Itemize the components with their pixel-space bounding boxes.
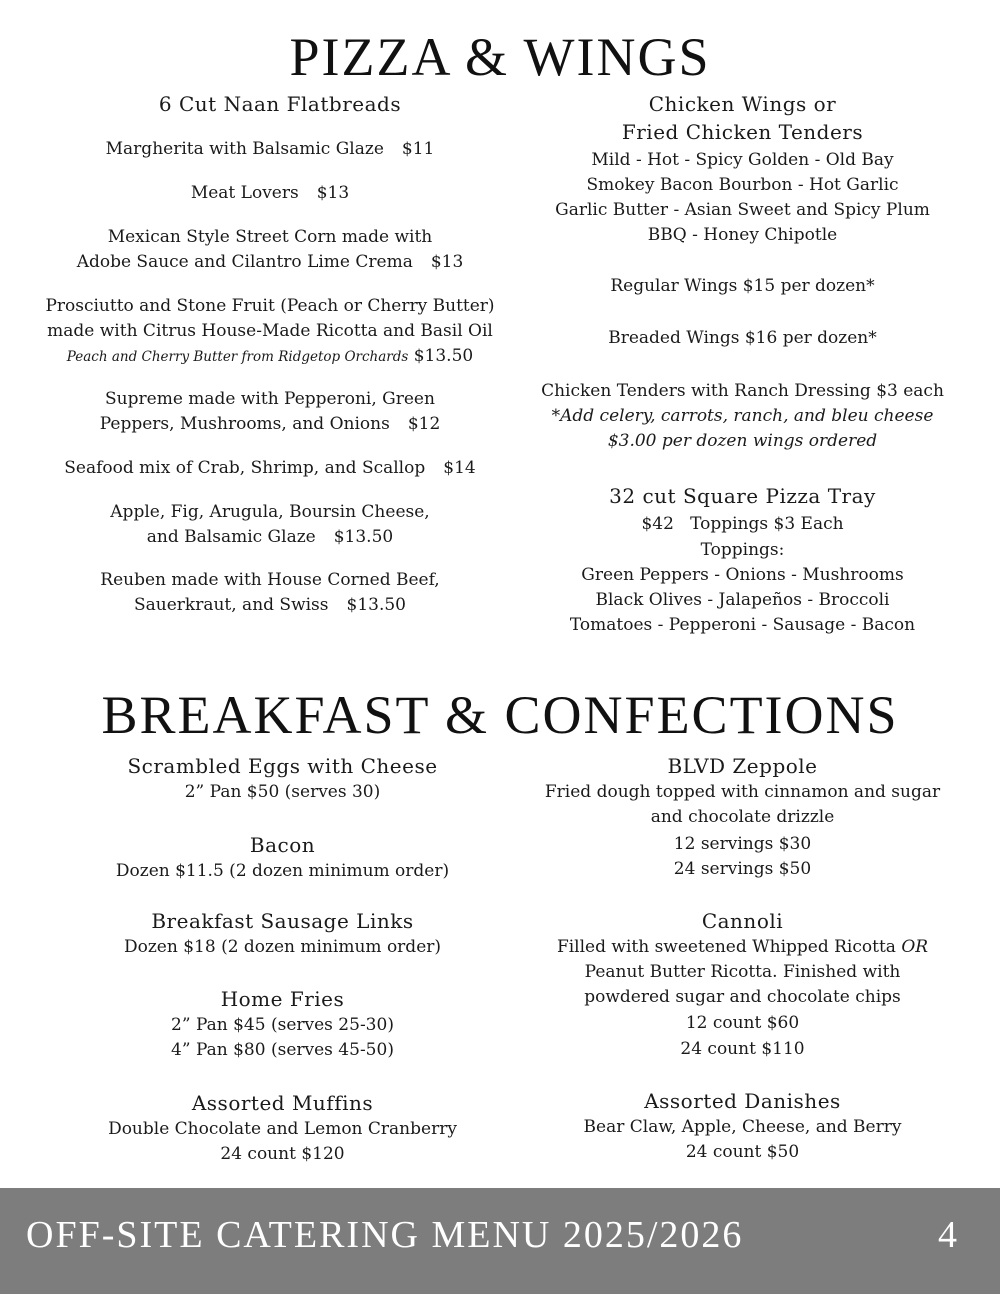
menu-item-reuben bbox=[20, 568, 520, 618]
menu-item-sausage bbox=[20, 907, 545, 960]
flavor-line: Mild - Hot - Spicy Golden - Old Bay bbox=[591, 150, 894, 170]
regular-wings-price: Regular Wings $15 per dozen* bbox=[610, 276, 875, 296]
item-price: 24 servings $50 bbox=[673, 859, 812, 879]
page-number: 4 bbox=[938, 1214, 957, 1256]
item-name: Meat Lovers bbox=[190, 183, 299, 203]
menu-item-apple-fig bbox=[20, 500, 520, 550]
item-price: $14 bbox=[443, 458, 476, 478]
item-name: BLVD Zeppole bbox=[667, 754, 818, 778]
topping-line: Green Peppers - Onions - Mushrooms bbox=[581, 565, 904, 585]
menu-item-street-corn bbox=[20, 225, 520, 275]
flavor-line: Garlic Butter - Asian Sweet and Spicy Plum bbox=[555, 200, 930, 220]
item-desc: powdered sugar and chocolate chips bbox=[584, 987, 901, 1007]
breaded-wings-price: Breaded Wings $16 per dozen* bbox=[608, 328, 877, 348]
item-price: $13.50 bbox=[333, 527, 394, 547]
item-desc: Filled with sweetened Whipped Ricotta bbox=[556, 937, 902, 957]
wing-flavors bbox=[510, 148, 975, 248]
menu-item-danishes bbox=[510, 1087, 975, 1165]
item-name: Bacon bbox=[249, 833, 316, 857]
item-note: Peach and Cherry Butter from Ridgetop Orchards bbox=[66, 349, 409, 365]
item-name: Prosciutto and Stone Fruit (Peach or Cherry Butter) bbox=[45, 296, 495, 316]
menu-item-muffins bbox=[20, 1089, 545, 1167]
item-name: Cannoli bbox=[701, 909, 784, 933]
item-price: $13 bbox=[316, 183, 350, 203]
pizza-tray-heading: 32 cut Square Pizza Tray bbox=[609, 484, 876, 508]
item-price: 12 count $60 bbox=[685, 1013, 800, 1033]
item-desc: Adobe Sauce and Cilantro Lime Crema bbox=[76, 252, 413, 272]
topping-line: Tomatoes - Pepperoni - Sausage - Bacon bbox=[569, 615, 916, 635]
item-name: Assorted Danishes bbox=[644, 1089, 841, 1113]
wings-addon-line1: *Add celery, carrots, ranch, and bleu cheese bbox=[551, 406, 934, 426]
item-name: Reuben made with House Corned Beef, bbox=[100, 570, 440, 590]
menu-item-cannoli bbox=[510, 907, 975, 1062]
item-name: Margherita with Balsamic Glaze bbox=[105, 139, 384, 159]
item-desc: Bear Claw, Apple, Cheese, and Berry bbox=[583, 1117, 902, 1137]
item-name: Mexican Style Street Corn made with bbox=[107, 227, 433, 247]
item-price: 24 count $110 bbox=[680, 1039, 805, 1059]
item-detail: 4” Pan $80 (serves 45-50) bbox=[171, 1040, 394, 1060]
item-price: $13.50 bbox=[413, 346, 474, 366]
item-desc: Peppers, Mushrooms, and Onions bbox=[99, 414, 390, 434]
menu-item-margherita bbox=[20, 137, 520, 162]
item-name: Assorted Muffins bbox=[191, 1091, 374, 1115]
item-name: Seafood mix of Crab, Shrimp, and Scallop bbox=[64, 458, 426, 478]
item-desc: and chocolate drizzle bbox=[650, 807, 835, 827]
item-desc: Peanut Butter Ricotta. Finished with bbox=[584, 962, 901, 982]
item-detail: 2” Pan $45 (serves 25-30) bbox=[171, 1015, 394, 1035]
wings-addon-line2: $3.00 per dozen wings ordered bbox=[607, 431, 878, 451]
item-price: 12 servings $30 bbox=[673, 834, 812, 854]
menu-item-scrambled-eggs bbox=[20, 752, 545, 805]
item-desc: Fried dough topped with cinnamon and sugar bbox=[544, 782, 941, 802]
topping-line: Black Olives - Jalapeños - Broccoli bbox=[595, 590, 890, 610]
wings-heading-line2: Fried Chicken Tenders bbox=[621, 120, 864, 144]
chicken-tenders-price: Chicken Tenders with Ranch Dressing $3 each bbox=[541, 381, 944, 401]
item-name: Home Fries bbox=[220, 987, 345, 1011]
item-name: Apple, Fig, Arugula, Boursin Cheese, bbox=[110, 502, 430, 522]
item-name: Scrambled Eggs with Cheese bbox=[127, 754, 438, 778]
toppings-list bbox=[510, 563, 975, 638]
flatbreads-heading: 6 Cut Naan Flatbreads bbox=[158, 92, 402, 116]
flavor-line: BBQ - Honey Chipotle bbox=[647, 225, 838, 245]
item-detail: Double Chocolate and Lemon Cranberry bbox=[108, 1119, 457, 1139]
section-title-pizza-wings: PIZZA & WINGS bbox=[289, 27, 711, 87]
item-detail: Dozen $18 (2 dozen minimum order) bbox=[123, 937, 442, 957]
item-desc-or: OR bbox=[901, 937, 929, 957]
menu-item-seafood bbox=[20, 456, 520, 481]
item-desc: made with Citrus House-Made Ricotta and Basil Oil bbox=[47, 321, 493, 341]
item-price: $11 bbox=[401, 139, 435, 159]
item-detail: Dozen $11.5 (2 dozen minimum order) bbox=[115, 861, 450, 881]
menu-item-bacon bbox=[20, 831, 545, 884]
menu-item-home-fries bbox=[20, 985, 545, 1063]
toppings-label: Toppings: bbox=[700, 540, 785, 560]
flavor-line: Smokey Bacon Bourbon - Hot Garlic bbox=[586, 175, 899, 195]
menu-item-supreme bbox=[20, 387, 520, 437]
menu-item-meat-lovers bbox=[20, 181, 520, 206]
item-price: $13.50 bbox=[346, 595, 406, 615]
item-price: $13 bbox=[430, 252, 464, 272]
item-name: Supreme made with Pepperoni, Green bbox=[105, 389, 435, 409]
pizza-tray-price: $42 Toppings $3 Each bbox=[641, 514, 844, 534]
item-detail: 2” Pan $50 (serves 30) bbox=[184, 782, 381, 802]
item-price: $12 bbox=[407, 414, 441, 434]
menu-item-prosciutto bbox=[20, 294, 520, 370]
wings-heading-line1: Chicken Wings or bbox=[648, 92, 837, 116]
item-name: Breakfast Sausage Links bbox=[151, 909, 414, 933]
item-desc: and Balsamic Glaze bbox=[146, 527, 316, 547]
item-price: 24 count $50 bbox=[685, 1142, 800, 1162]
item-detail: 24 count $120 bbox=[220, 1144, 345, 1164]
item-desc: Sauerkraut, and Swiss bbox=[133, 595, 329, 615]
section-title-breakfast: BREAKFAST & CONFECTIONS bbox=[101, 685, 899, 745]
menu-item-zeppole bbox=[510, 752, 975, 882]
footer-title: OFF-SITE CATERING MENU 2025/2026 bbox=[26, 1214, 744, 1256]
